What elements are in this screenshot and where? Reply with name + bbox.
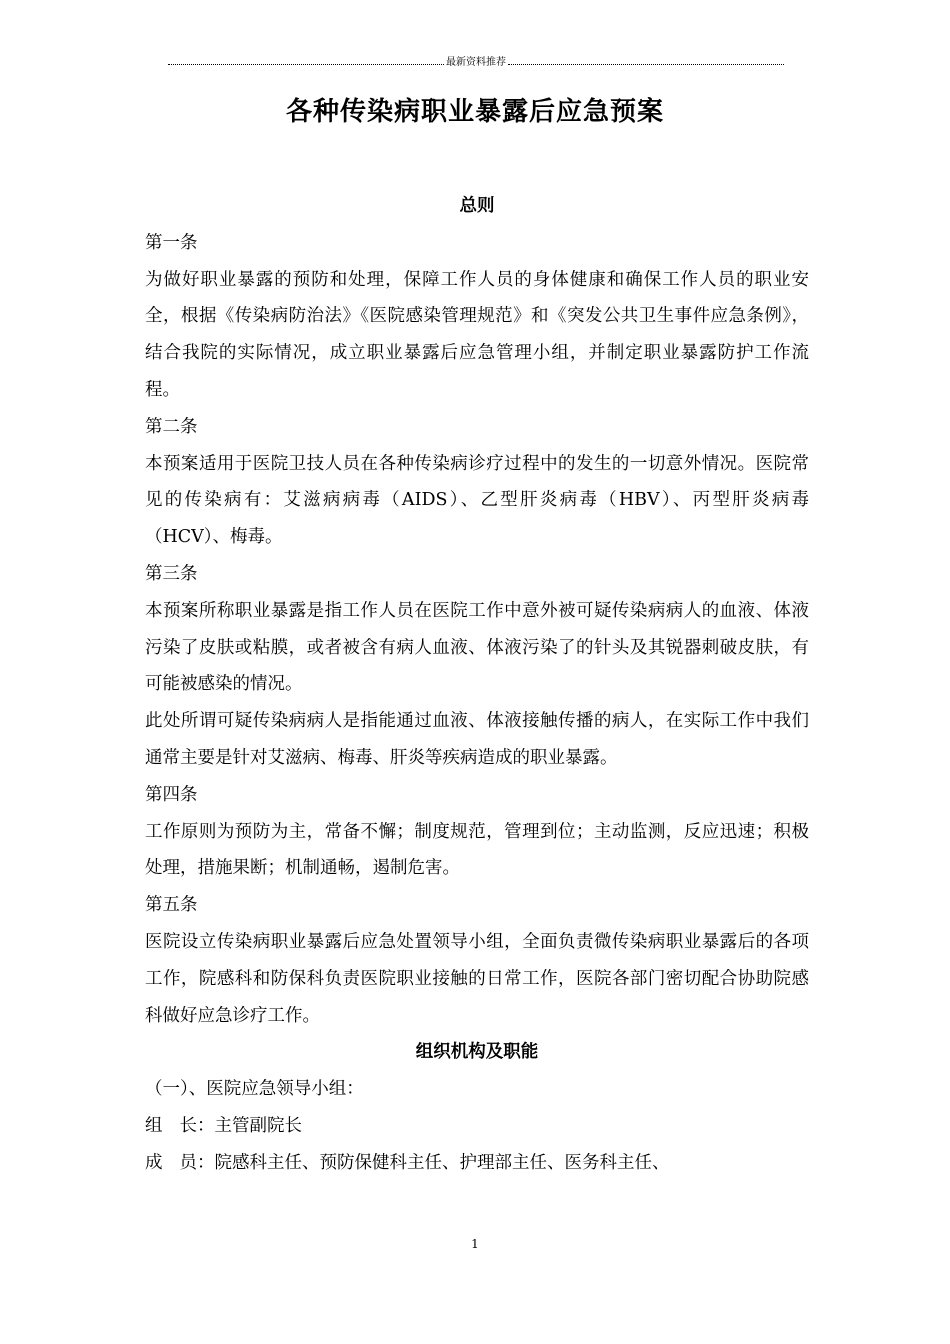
member-label-b: 员： bbox=[179, 1152, 215, 1173]
section-heading-org: 组织机构及职能 bbox=[415, 1042, 539, 1063]
article-4-text: 工作原则为预防为主，常备不懈；制度规范，管理到位；主动监测，反应迅速；积极处理，措施果断；机制通畅，遏制危害。 bbox=[145, 821, 809, 879]
member-value: 院感科主任、预防保健科主任、护理部主任、医务科主任、 bbox=[214, 1152, 670, 1173]
page-number: 1 bbox=[471, 1237, 479, 1251]
header-dots-right bbox=[508, 64, 784, 65]
leader-label-b: 长： bbox=[179, 1115, 215, 1136]
article-2-label: 第二条 bbox=[145, 416, 198, 437]
leader-value: 主管副院长 bbox=[214, 1115, 302, 1136]
page-header bbox=[168, 56, 784, 70]
article-3-label: 第三条 bbox=[145, 563, 198, 584]
article-5-label: 第五条 bbox=[145, 895, 198, 916]
leader-label-a: 组 bbox=[145, 1115, 163, 1136]
article-1-label: 第一条 bbox=[145, 232, 198, 253]
article-3-text: 本预案所称职业暴露是指工作人员在医院工作中意外被可疑传染病病人的血液、体液污染了皮肤或粘膜，或者被含有病人血液、体液污染了的针头及其锐器刺破皮肤，有可能被感染的情况。 bbox=[145, 600, 809, 695]
article-1-text: 为做好职业暴露的预防和处理，保障工作人员的身体健康和确保工作人员的职业安全，根据《传染病防治法》《医院感染管理规范》和《突发公共卫生事件应急条例》，结合我院的实际情况，成立职业暴露后应急管理小组，并制定职业暴露防护工作流程。 bbox=[145, 269, 809, 400]
member-line bbox=[145, 1145, 809, 1182]
article-3-text-2: 此处所谓可疑传染病病人是指能通过血液、体液接触传播的病人，在实际工作中我们通常主要是针对艾滋病、梅毒、肝炎等疾病造成的职业暴露。 bbox=[145, 711, 809, 768]
document-body bbox=[145, 188, 809, 1182]
document-title: 各种传染病职业暴露后应急预案 bbox=[285, 97, 664, 127]
section-heading-general: 总则 bbox=[459, 196, 495, 216]
header-dots-left bbox=[168, 64, 444, 65]
leader-line bbox=[145, 1108, 809, 1145]
header-text: 最新资料推荐 bbox=[446, 57, 506, 68]
article-4-label: 第四条 bbox=[145, 784, 198, 805]
org-item-1: （一）、医院应急领导小组： bbox=[145, 1079, 364, 1100]
article-5-text: 医院设立传染病职业暴露后应急处置领导小组，全面负责微传染病职业暴露后的各项工作，院感科和防保科负责医院职业接触的日常工作，医院各部门密切配合协助院感科做好应急诊疗工作。 bbox=[145, 931, 809, 1026]
member-label-a: 成 bbox=[145, 1152, 163, 1173]
article-2-text: 本预案适用于医院卫技人员在各种传染病诊疗过程中的发生的一切意外情况。医院常见的传染病有：艾滋病病毒（AIDS）、乙型肝炎病毒（HBV）、丙型肝炎病毒（HCV）、梅毒。 bbox=[145, 453, 809, 548]
